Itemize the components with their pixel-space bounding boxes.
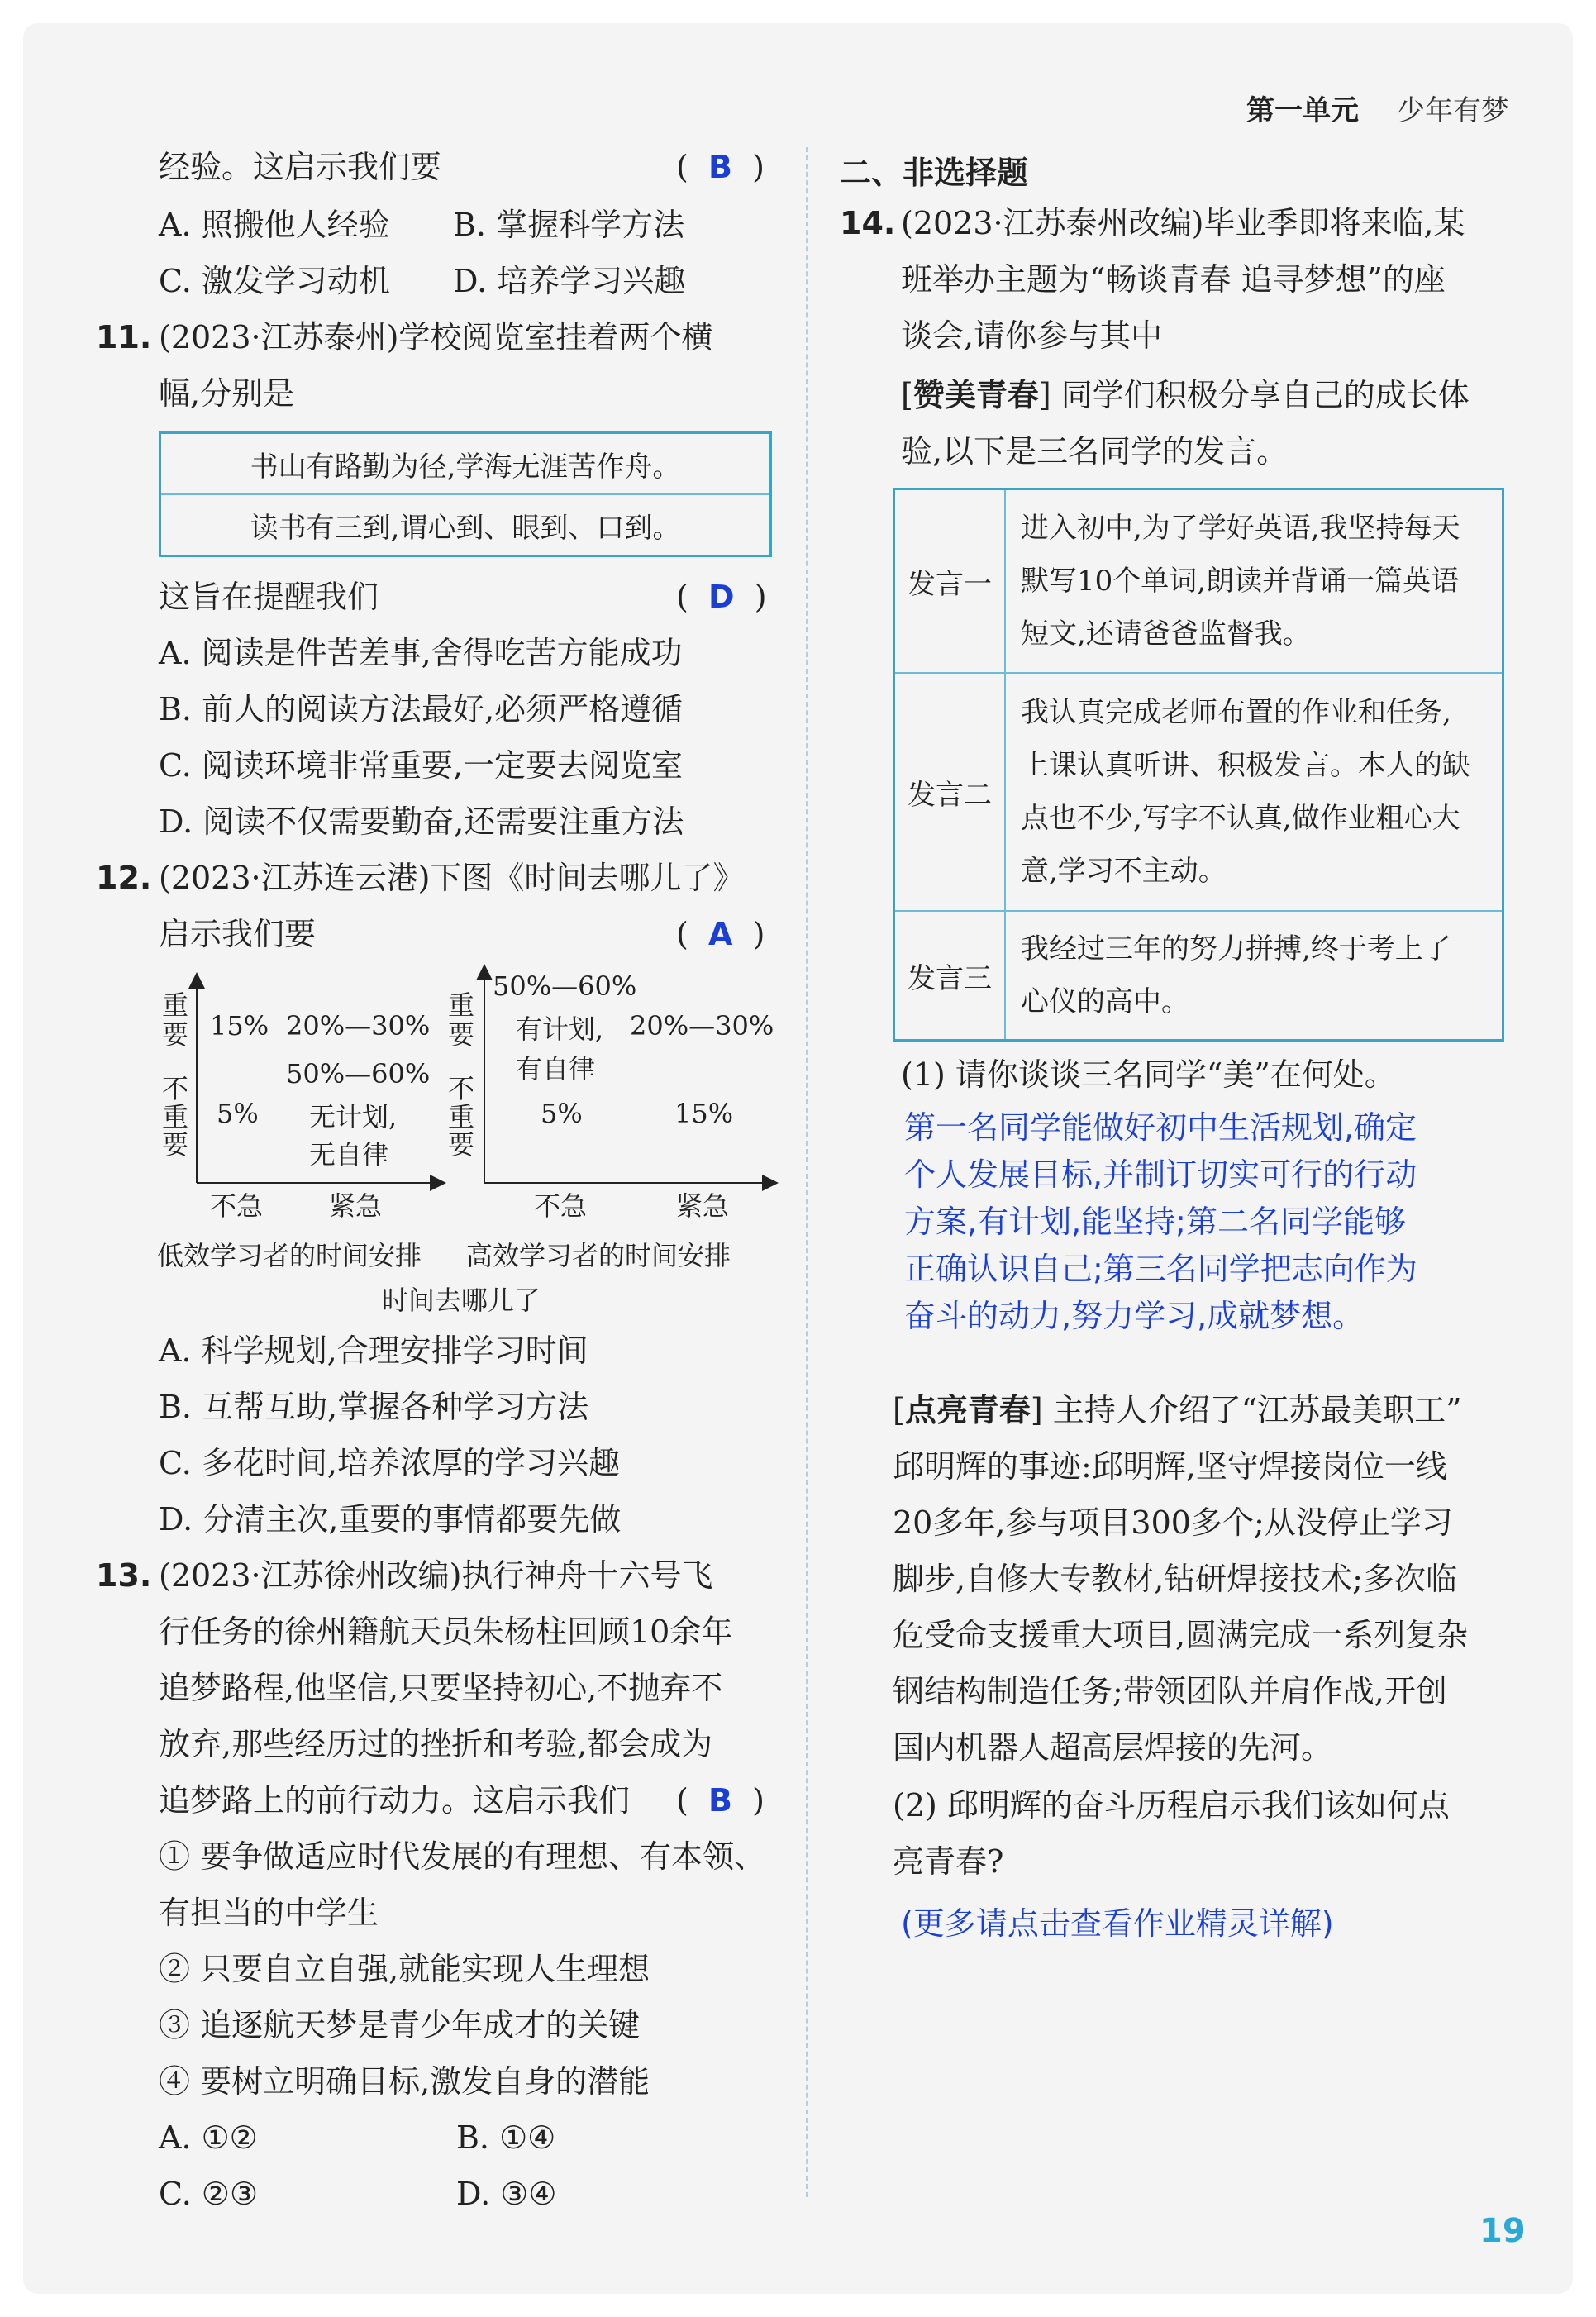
- q11-line1: (2023·江苏泰州)学校阅览室挂着两个横: [159, 319, 713, 355]
- unit-label: 第一单元: [1246, 94, 1359, 127]
- q14-part2-line7: 国内机器人超高层焊接的先河。: [893, 1729, 1333, 1766]
- right-x-right-label: 紧急: [676, 1190, 730, 1222]
- q13-option-d: D. ③④: [456, 2176, 557, 2212]
- q14-line1: (2023·江苏泰州改编)毕业季即将来临,某: [901, 205, 1465, 241]
- left-cell-unimportant-urgent-note1: 无计划,: [309, 1101, 398, 1132]
- q14-part2-line1: 主持人介绍了“江苏最美职工”: [1052, 1392, 1462, 1428]
- q14-number: 14.: [840, 205, 896, 241]
- q11-banner2: 读书有三到,谓心到、眼到、口到。: [160, 494, 771, 556]
- q14-part2-label: 点亮青春: [904, 1392, 1031, 1428]
- q10-option-c: C. 激发学习动机: [159, 263, 390, 299]
- q13-line4: 放弃,那些经历过的挫折和考验,都会成为: [159, 1726, 713, 1762]
- q11-number: 11.: [96, 319, 152, 355]
- speech-table: [893, 488, 1504, 1042]
- left-x-right-label: 紧急: [329, 1190, 383, 1222]
- speech-1-label: 发言一: [894, 489, 1006, 674]
- q13-line3: 追梦路程,他坚信,只要坚持初心,不抛弃不: [159, 1670, 723, 1706]
- speech-row-2: [894, 673, 1503, 911]
- left-y-top-label: 重要: [162, 989, 189, 1051]
- q12-option-d: D. 分清主次,重要的事情都要先做: [159, 1501, 622, 1538]
- q13-statement-1b: 有担当的中学生: [159, 1895, 379, 1931]
- q10-answer-bracket: ( B ): [676, 149, 765, 185]
- speech-2-line3: 点也不少,写字不认真,做作业粗心大: [1021, 802, 1460, 835]
- q14-line3: 谈会,请你参与其中: [901, 317, 1163, 354]
- q14-part2-line5: 危受命支援重大项目,圆满完成一系列复杂: [893, 1617, 1469, 1653]
- left-cell-important-not-urgent: 15%: [210, 1010, 269, 1042]
- q11-option-c: C. 阅读环境非常重要,一定要去阅览室: [159, 747, 683, 784]
- q12-answer: A: [707, 916, 733, 952]
- speech-row-1: [894, 489, 1503, 674]
- left-x-left-label: 不急: [210, 1190, 264, 1222]
- q14-sub2-question-line2: 亮青春?: [893, 1843, 1004, 1880]
- unit-title: 少年有梦: [1397, 94, 1509, 127]
- q10-answer: B: [707, 149, 732, 185]
- speech-2-line4: 意,学习不主动。: [1021, 855, 1227, 888]
- q12-option-b: B. 互帮互助,掌握各种学习方法: [159, 1389, 589, 1425]
- speech-2-label: 发言二: [894, 673, 1006, 911]
- q10-option-d: D. 培养学习兴趣: [453, 263, 686, 299]
- q14-sub1-question: (1) 请你谈谈三名同学“美”在何处。: [901, 1056, 1396, 1093]
- q11-line2: 幅,分别是: [159, 375, 295, 412]
- q13-number: 13.: [96, 1557, 152, 1594]
- q14-line2: 班举办主题为“畅谈青春 追寻梦想”的座: [901, 261, 1446, 298]
- q14-part1-label: 赞美青春: [912, 377, 1039, 413]
- q11-answer: D: [707, 579, 735, 615]
- page-number: 19: [1479, 2212, 1526, 2250]
- sub1-answer-line4: 正确认识自己;第三名同学把志向作为: [904, 1251, 1417, 1287]
- sub1-answer-line2: 个人发展目标,并制订切实可行的行动: [904, 1156, 1417, 1193]
- q11-prompt: 这旨在提醒我们: [159, 579, 379, 615]
- q13-answer-bracket: ( B ): [676, 1782, 765, 1819]
- q13-option-a: A. ①②: [159, 2119, 258, 2156]
- speech-3-line1: 我经过三年的努力拼搏,终于考上了: [1021, 932, 1451, 965]
- q12-option-c: C. 多花时间,培养浓厚的学习兴趣: [159, 1445, 620, 1481]
- column-divider: [806, 147, 808, 2197]
- speech-1-line1: 进入初中,为了学好英语,我坚持每天: [1021, 512, 1460, 545]
- right-cell-unimportant-urgent: 15%: [674, 1098, 734, 1129]
- speech-3-label: 发言三: [894, 911, 1006, 1041]
- right-cell-important-urgent: 20%—30%: [630, 1010, 774, 1042]
- q14-part2-line3: 20多年,参与项目300多个;从没停止学习: [893, 1504, 1453, 1541]
- left-y-bottom-label: 不重要: [162, 1073, 189, 1161]
- q14-sub1-answer: [904, 1104, 1499, 1340]
- q10-option-a: A. 照搬他人经验: [159, 207, 390, 243]
- q11-option-b: B. 前人的阅读方法最好,必须严格遵循: [159, 691, 684, 727]
- q13-option-c: C. ②③: [159, 2176, 259, 2212]
- speech-1-line2: 默写10个单词,朗读并背诵一篇英语: [1021, 565, 1460, 598]
- q11-answer-bracket: ( D ): [676, 579, 767, 615]
- right-y-top-label: 重要: [448, 989, 475, 1051]
- right-cell-unimportant-not-urgent: 5%: [541, 1098, 583, 1129]
- q14-part1-row: [赞美青春] 同学们积极分享自己的成长体: [901, 377, 1470, 413]
- right-cell-important-not-urgent-note2: 有自律: [516, 1053, 596, 1085]
- speech-row-3: [894, 911, 1503, 1041]
- sub1-answer-line1: 第一名同学能做好初中生活规划,确定: [904, 1109, 1417, 1146]
- left-cell-unimportant-not-urgent: 5%: [217, 1098, 259, 1129]
- section-title: 二、非选择题: [840, 155, 1029, 191]
- sub1-answer-line5: 奋斗的动力,努力学习,成就梦想。: [904, 1298, 1365, 1334]
- q14-part2-line6: 钢结构制造任务;带领团队并肩作战,开创: [893, 1673, 1447, 1709]
- q13-statement-2: ② 只要自立自强,就能实现人生理想: [159, 1951, 650, 1987]
- q13-option-b: B. ①④: [456, 2119, 556, 2156]
- q13-statement-3: ③ 追逐航天梦是青少年成才的关键: [159, 2007, 641, 2043]
- chart-title: 时间去哪儿了: [382, 1285, 541, 1316]
- right-cell-important-not-urgent-note1: 有计划,: [516, 1013, 604, 1045]
- q14-sub2-question-line1: (2) 邱明辉的奋斗历程启示我们该如何点: [893, 1787, 1450, 1824]
- more-details-link[interactable]: (更多请点击查看作业精灵详解): [901, 1905, 1334, 1942]
- q13-statement-4: ④ 要树立明确目标,激发自身的潜能: [159, 2063, 650, 2100]
- q14-part2-line2: 邱明辉的事迹:邱明辉,坚守焊接岗位一线: [893, 1448, 1447, 1485]
- q14-part1-text1: 同学们积极分享自己的成长体: [1060, 377, 1470, 413]
- q14-part1-text2: 验,以下是三名同学的发言。: [901, 433, 1289, 470]
- right-panel-caption: 高效学习者的时间安排: [466, 1240, 731, 1271]
- q10-option-b: B. 掌握科学方法: [453, 207, 685, 243]
- right-cell-important-not-urgent-pct: 50%—60%: [493, 970, 637, 1002]
- q12-number: 12.: [96, 860, 152, 896]
- q11-option-d: D. 阅读不仅需要勤奋,还需要注重方法: [159, 803, 684, 840]
- q12-option-a: A. 科学规划,合理安排学习时间: [159, 1333, 588, 1369]
- right-x-left-label: 不急: [534, 1190, 588, 1222]
- left-panel-caption: 低效学习者的时间安排: [157, 1240, 422, 1271]
- speech-2-line2: 上课认真听讲、积极发言。本人的缺: [1021, 749, 1470, 782]
- q14-part2-row: [点亮青春] 主持人介绍了“江苏最美职工”: [893, 1392, 1462, 1428]
- right-y-bottom-label: 不重要: [448, 1073, 475, 1161]
- q11-option-a: A. 阅读是件苦差事,舍得吃苦方能成功: [159, 635, 683, 671]
- speech-1-line3: 短文,还请爸爸监督我。: [1021, 617, 1311, 651]
- q12-line1: (2023·江苏连云港)下图《时间去哪儿了》: [159, 860, 745, 896]
- sub1-answer-line3: 方案,有计划,能坚持;第二名同学能够: [904, 1204, 1406, 1240]
- q10-stem-tail: 经验。这启示我们要: [159, 149, 442, 185]
- speech-2-line1: 我认真完成老师布置的作业和任务,: [1021, 696, 1451, 729]
- q14-part2-line4: 脚步,自修大专教材,钻研焊接技术;多次临: [893, 1561, 1457, 1597]
- left-cell-unimportant-urgent-note2: 无自律: [309, 1139, 389, 1170]
- q11-banner1: 书山有路勤为径,学海无涯苦作舟。: [160, 433, 771, 495]
- q13-line1: (2023·江苏徐州改编)执行神舟十六号飞: [159, 1557, 713, 1594]
- q13-line5: 追梦路上的前行动力。这启示我们: [159, 1782, 631, 1819]
- speech-3-line2: 心仪的高中。: [1021, 985, 1189, 1018]
- q13-answer: B: [707, 1782, 732, 1819]
- q13-statement-1a: ① 要争做适应时代发展的有理想、有本领、: [159, 1838, 766, 1875]
- left-cell-unimportant-urgent-pct: 50%—60%: [286, 1058, 431, 1089]
- q11-banner-table: [159, 431, 772, 557]
- q12-line2: 启示我们要: [159, 916, 317, 952]
- q13-line2: 行任务的徐州籍航天员朱杨柱回顾10余年: [159, 1614, 733, 1650]
- q12-answer-bracket: ( A ): [676, 916, 765, 952]
- left-cell-important-urgent: 20%—30%: [286, 1010, 431, 1042]
